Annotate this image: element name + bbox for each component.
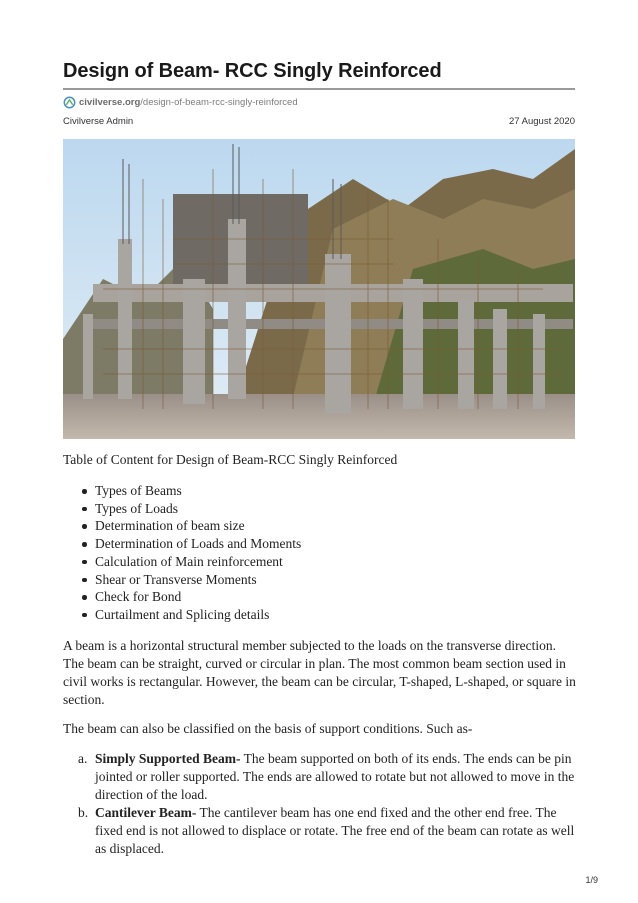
term-simply-supported: Simply Supported Beam- <box>95 751 241 766</box>
civilverse-logo-icon <box>63 96 76 109</box>
author-name: Civilverse Admin <box>63 116 134 127</box>
toc-heading: Table of Content for Design of Beam-RCC Singly Reinforced <box>63 452 398 467</box>
toc-item[interactable]: Check for Bond <box>95 588 301 606</box>
toc-item[interactable]: Types of Loads <box>95 500 301 518</box>
list-marker: a. <box>78 751 88 766</box>
toc-item[interactable]: Types of Beams <box>95 482 301 500</box>
hero-image-construction-site <box>63 139 575 439</box>
toc-item[interactable]: Calculation of Main reinforcement <box>95 553 301 571</box>
support-types-list <box>78 750 575 858</box>
source-path: /design-of-beam-rcc-singly-reinforced <box>140 96 298 108</box>
title-divider <box>63 88 575 90</box>
description-cantilever: The cantilever beam has one end fixed and the other end free. The fixed end is not allowed to displace or rotate. The free end of the beam can rotate as well as displaced. <box>95 805 575 856</box>
list-marker: b. <box>78 805 89 820</box>
page-title: Design of Beam- RCC Singly Reinforced <box>63 60 442 82</box>
toc-item[interactable]: Shear or Transverse Moments <box>95 571 301 589</box>
source-link[interactable] <box>63 95 298 109</box>
toc-item[interactable]: Curtailment and Splicing details <box>95 606 301 624</box>
description-simply-supported: The beam supported on both of its ends. The ends can be pin jointed or roller supported. The ends are allowed to rotate but not allowed to move in the direction of the load. <box>95 751 575 802</box>
intro-paragraph: A beam is a horizontal structural member subjected to the loads on the transverse direction. The beam can be straight, curved or circular in plan. The most common beam section used in civil works is rectangular. However, the beam can be circular, T-shaped, L-shaped, or square in section. <box>63 638 576 707</box>
page-number: 1/9 <box>585 875 598 885</box>
toc-item[interactable]: Determination of Loads and Moments <box>95 536 302 552</box>
toc-item[interactable]: Determination of beam size <box>95 517 301 535</box>
publish-date: 27 August 2020 <box>508 116 575 127</box>
list-item-simply-supported <box>78 750 575 804</box>
source-domain: civilverse.org <box>79 96 141 108</box>
list-item-cantilever <box>78 804 575 858</box>
support-intro-paragraph: The beam can also be classified on the basis of support conditions. Such as- <box>63 721 473 736</box>
term-cantilever: Cantilever Beam- <box>95 805 197 820</box>
toc-list <box>95 482 301 624</box>
